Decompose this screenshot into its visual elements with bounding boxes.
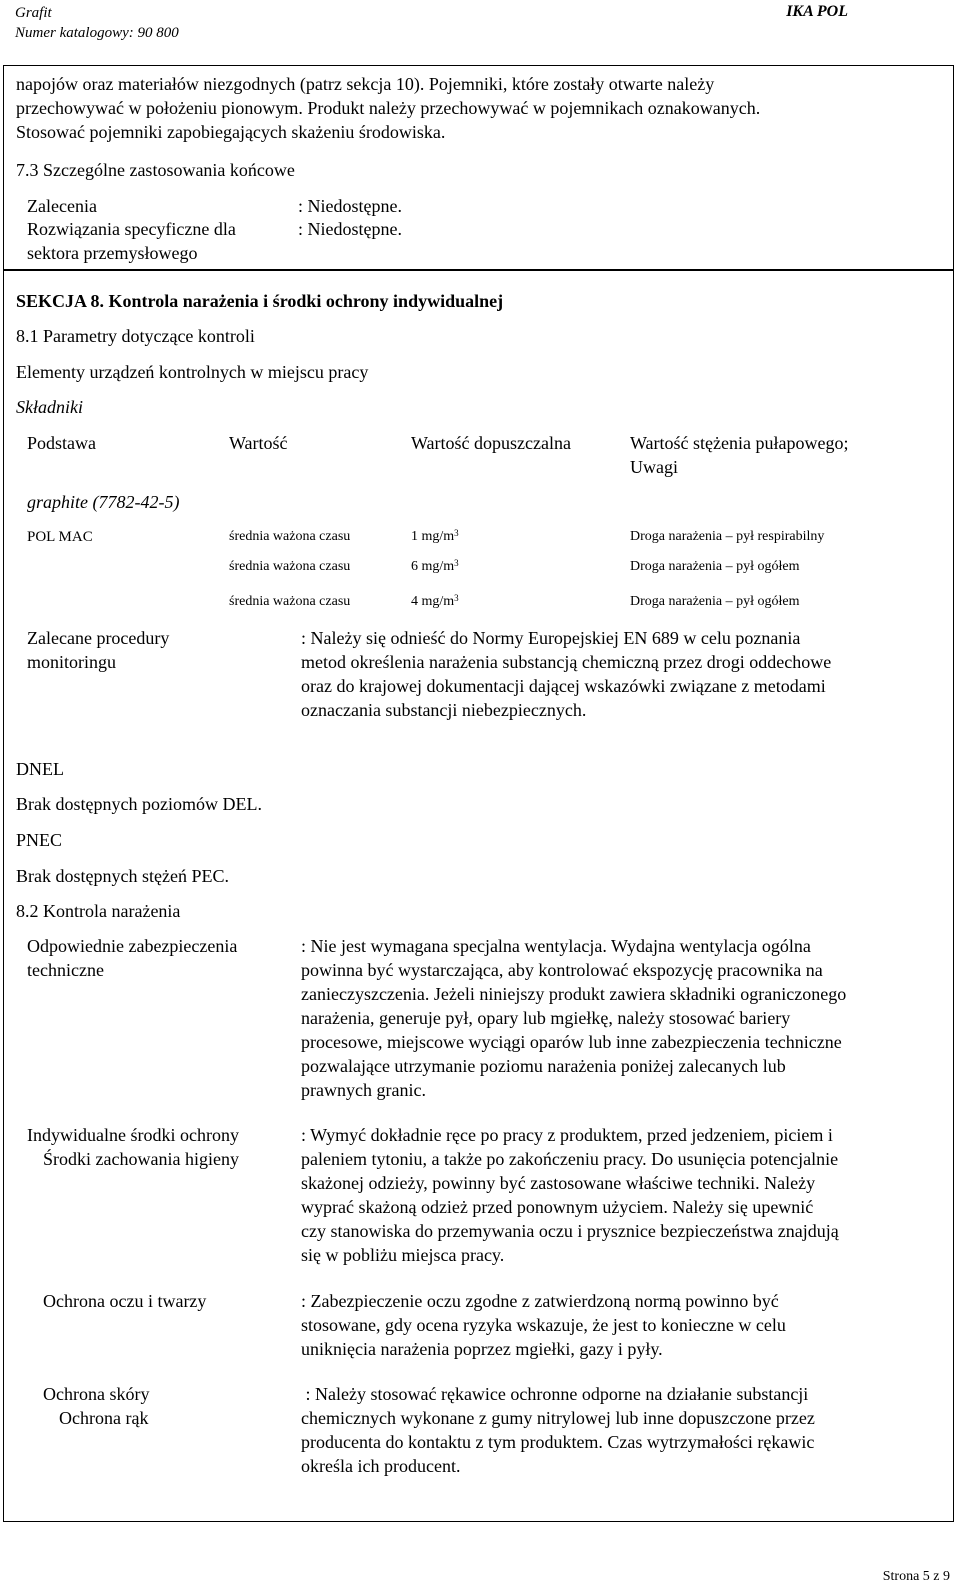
hand-text-4: określa ich producent.	[301, 1456, 461, 1476]
pnec-text: Brak dostępnych stężeń PEC.	[16, 866, 229, 886]
hand-text-3: producenta do kontaktu z tym produktem. Czas wytrzymałości rękawic	[301, 1432, 815, 1452]
components-heading: Składniki	[16, 397, 83, 417]
header-company-name: IKA POL	[786, 3, 848, 20]
monitoring-text-2: metod określenia narażenia substancją chemiczną przez drogi oddechowe	[301, 652, 832, 672]
substance-name: graphite (7782-42-5)	[27, 492, 180, 512]
table-row-note: Droga narażenia – pył ogółem	[630, 559, 800, 574]
table-row-limit: 4 $mg/m^3$	[411, 593, 459, 609]
engineering-label-2: techniczne	[27, 960, 104, 980]
table-row-note: Droga narażenia – pył ogółem	[630, 594, 800, 609]
hygiene-text-2: paleniem tytoniu, a także po zakończeniu pracy. Do usunięcia potencjalnie	[301, 1149, 839, 1169]
eye-text-1: : Zabezpieczenie oczu zgodne z zatwierdzoną normą powinno być	[301, 1291, 779, 1311]
header-product-name: Grafit	[15, 5, 52, 21]
monitoring-label-2: monitoringu	[27, 652, 116, 672]
hygiene-text-6: się w pobliżu miejsca pracy.	[301, 1245, 505, 1265]
table-header-limit: Wartość dopuszczalna	[411, 433, 571, 453]
monitoring-text-1: : Należy się odnieść do Normy Europejskiej EN 689 w celu poznania	[301, 628, 801, 648]
section7-intro-line-2: przechowywać w położeniu pionowym. Produkt należy przechowywać w pojemnikach oznakowanych.	[16, 98, 761, 118]
skin-protection-label: Ochrona skóry	[43, 1384, 150, 1404]
dnel-text: Brak dostępnych poziomów DEL.	[16, 794, 262, 814]
table-row-value: średnia ważona czasu	[229, 559, 351, 574]
section7-intro-line-1: napojów oraz materiałów niezgodnych (patrz sekcja 10). Pojemniki, które zostały otwarte należy	[16, 74, 715, 94]
workplace-controls-heading: Elementy urządzeń kontrolnych w miejscu pracy	[16, 362, 369, 382]
section8-box	[3, 271, 954, 1522]
pnec-heading: PNEC	[16, 830, 63, 850]
section8-title: SEKCJA 8. Kontrola narażenia i środki ochrony indywidualnej	[16, 291, 504, 311]
section7-box	[3, 65, 954, 271]
hygiene-label: Środki zachowania higieny	[43, 1149, 239, 1169]
hygiene-text-4: wyprać skażoną odzież przed ponownym użyciem. Należy się upewnić	[301, 1197, 814, 1217]
table-row-limit: 6 $mg/m^3$	[411, 558, 459, 574]
hygiene-text-1: : Wymyć dokładnie ręce po pracy z produktem, przed jedzeniem, piciem i	[301, 1125, 833, 1145]
subsection-8-2-title: 8.2 Kontrola narażenia	[16, 901, 181, 921]
hand-text-1: : Należy stosować rękawice ochronne odporne na działanie substancji	[301, 1384, 809, 1404]
engineering-text-5: procesowe, miejscowe wyciągi oparów lub inne zabezpieczenia techniczne	[301, 1032, 842, 1052]
engineering-text-7: prawnych granic.	[301, 1080, 426, 1100]
engineering-text-6: pozwalające utrzymanie poziomu narażenia poniżej zalecanych lub	[301, 1056, 786, 1076]
hand-protection-label: Ochrona rąk	[59, 1408, 149, 1428]
table-row-limit: 1 $mg/m^3$	[411, 528, 459, 544]
table-row-note: Droga narażenia – pył respirabilny	[630, 529, 825, 544]
hand-text-2: chemicznych wykonane z gumy nitrylowej lub inne dopuszczone przez	[301, 1408, 815, 1428]
industry-solutions-label-1: Rozwiązania specyficzne dla	[27, 219, 236, 239]
dnel-heading: DNEL	[16, 759, 64, 779]
section7-intro-line-3: Stosować pojemniki zapobiegających skażeniu środowiska.	[16, 122, 446, 142]
table-header-basis: Podstawa	[27, 433, 96, 453]
table-header-notes: Uwagi	[630, 457, 678, 477]
eye-protection-label: Ochrona oczu i twarzy	[43, 1291, 207, 1311]
industry-solutions-label-2: sektora przemysłowego	[27, 243, 198, 263]
table-header-value: Wartość	[229, 433, 288, 453]
header-product-block	[15, 3, 179, 43]
header-catalog-number: Numer katalogowy: 90 800	[15, 25, 179, 41]
engineering-text-1: : Nie jest wymagana specjalna wentylacja. Wydajna wentylacja ogólna	[301, 936, 811, 956]
engineering-label-1: Odpowiednie zabezpieczenia	[27, 936, 238, 956]
engineering-text-4: narażenia, generuje pył, opary lub mgiełkę, należy stosować bariery	[301, 1008, 791, 1028]
table-row-value: średnia ważona czasu	[229, 594, 351, 609]
engineering-text-3: zanieczyszczenia. Jeżeli niniejszy produkt zawiera składniki ograniczonego	[301, 984, 847, 1004]
table-header-ceiling: Wartość stężenia pułapowego;	[630, 433, 849, 453]
eye-text-3: uniknięcia narażenia poprzez mgiełki, gazy i pyły.	[301, 1339, 663, 1359]
monitoring-text-4: oznaczania substancji niebezpiecznych.	[301, 700, 587, 720]
monitoring-text-3: oraz do krajowej dokumentacji dającej wskazówki związane z metodami	[301, 676, 826, 696]
hygiene-text-3: skażonej odzieży, powinny być zastosowane właściwe techniki. Należy	[301, 1173, 816, 1193]
hygiene-text-5: czy stanowiska do przemywania oczu i prysznice bezpieczeństwa znajdują	[301, 1221, 839, 1241]
table-row-basis: POL MAC	[27, 529, 93, 545]
engineering-text-2: powinna być wystarczająca, aby kontrolować ekspozycję pracownika na	[301, 960, 823, 980]
monitoring-label-1: Zalecane procedury	[27, 628, 170, 648]
personal-protection-label: Indywidualne środki ochrony	[27, 1125, 239, 1145]
page-number: Strona 5 z 9	[882, 1569, 950, 1584]
recommendations-label: Zalecenia	[27, 196, 97, 216]
subsection-7-3-title: 7.3 Szczególne zastosowania końcowe	[16, 160, 295, 180]
recommendations-value: : Niedostępne.	[298, 196, 402, 216]
table-row-value: średnia ważona czasu	[229, 529, 351, 544]
industry-solutions-value: : Niedostępne.	[298, 219, 402, 239]
subsection-8-1-title: 8.1 Parametry dotyczące kontroli	[16, 326, 255, 346]
eye-text-2: stosowane, gdy ocena ryzyka wskazuje, że jest to konieczne w celu	[301, 1315, 786, 1335]
